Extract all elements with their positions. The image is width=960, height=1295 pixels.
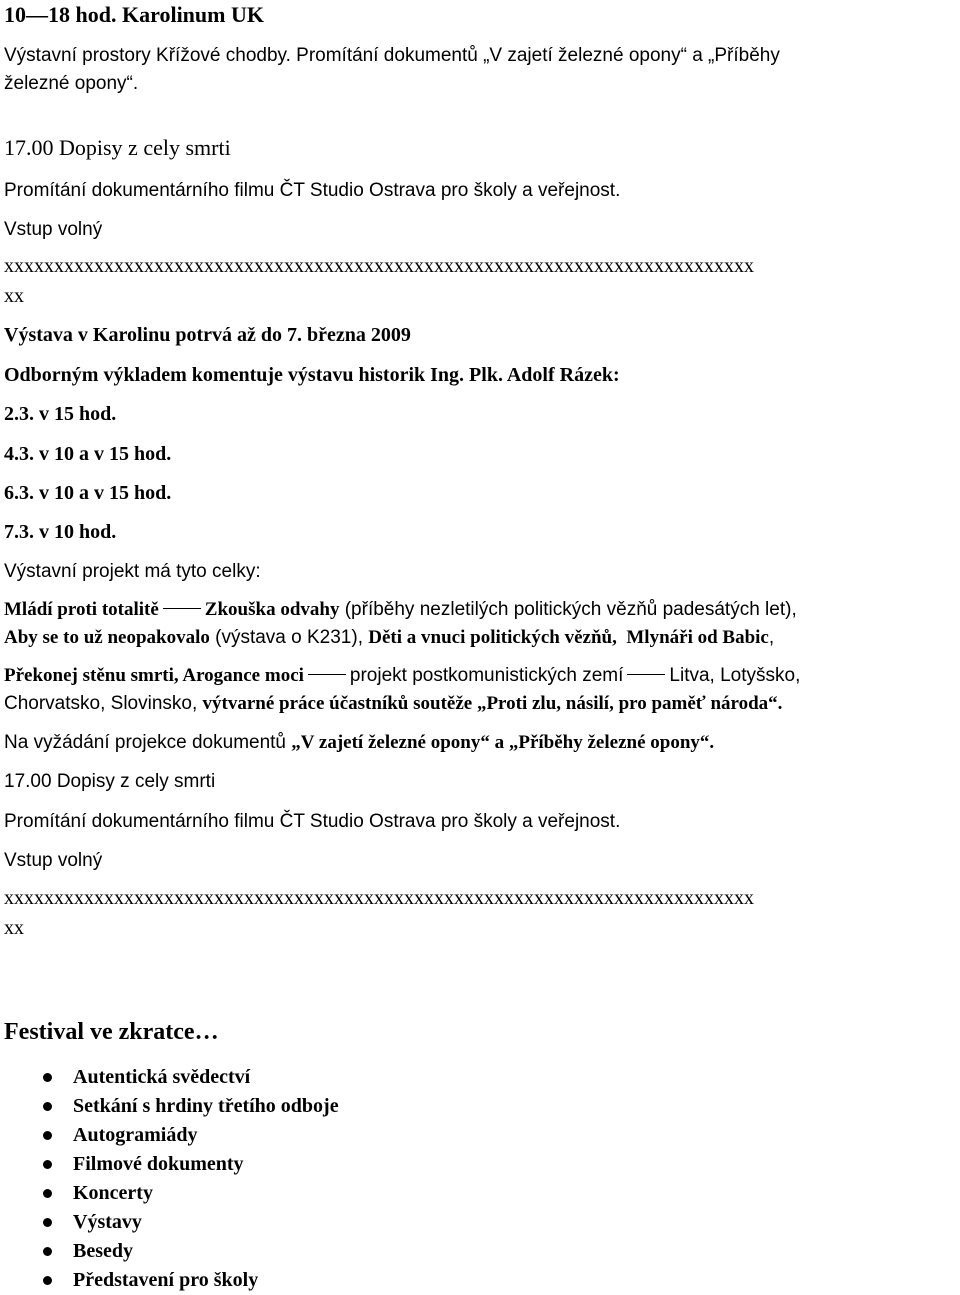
list-item — [0, 1121, 339, 1150]
screening2-title: 17.00 Dopisy z cely smrti — [4, 771, 216, 792]
list-item — [0, 1266, 339, 1295]
list-item — [0, 1179, 339, 1208]
part-deti: Děti a vnuci politických vězňů, — [368, 627, 617, 648]
exhibition-guide: Odborným výkladem komentuje výstavu historik Ing. Plk. Adolf Rázek: — [4, 364, 620, 386]
list-item-label: Besedy — [73, 1240, 133, 1262]
part-soutez: výtvarné práce účastníků soutěže „Proti zlu, násilí, pro paměť národa“. — [202, 693, 783, 714]
parts-line-4 — [4, 694, 782, 713]
parts-line-1 — [4, 600, 797, 619]
bullet-icon — [43, 1131, 52, 1140]
screening1-desc: Promítání dokumentárního filmu ČT Studio Ostrava pro školy a veřejnost. — [4, 180, 621, 201]
separator-tail-2: xx — [4, 917, 24, 939]
list-item — [0, 1237, 339, 1266]
screening2-desc: Promítání dokumentárního filmu ČT Studio Ostrava pro školy a veřejnost. — [4, 811, 621, 832]
part-mlynari: Mlynáři od Babic — [626, 627, 769, 648]
intro-line-1: Výstavní prostory Křížové chodby. Promítání dokumentů „V zajetí železné opony“ a „Příběhy — [4, 45, 780, 66]
part-zkouska: Zkouška odvahy — [204, 599, 340, 620]
list-item-label: Výstavy — [73, 1211, 142, 1233]
separator-line-1: xxxxxxxxxxxxxxxxxxxxxxxxxxxxxxxxxxxxxxxxxxxxxxxxxxxxxxxxxxxxxxxxxxxxxxxxxxx — [4, 255, 754, 277]
list-item-label: Setkání s hrdiny třetího odboje — [73, 1095, 339, 1117]
parts-line-2 — [4, 628, 774, 647]
part-postkom: projekt postkomunistických zemí — [349, 665, 624, 686]
list-item-label: Autentická svědectví — [73, 1066, 251, 1088]
part-aby-se-desc: (výstava o K231), — [209, 627, 369, 648]
bullet-icon — [43, 1073, 52, 1082]
bullet-icon — [43, 1102, 52, 1111]
festival-list — [0, 1063, 339, 1295]
bullet-icon — [43, 1247, 52, 1256]
comma: , — [768, 627, 775, 648]
projection-titles: „V zajetí železné opony“ a „Příběhy železné opony“. — [291, 732, 715, 753]
separator-tail-1: xx — [4, 285, 24, 307]
guide-date-2: 4.3. v 10 a v 15 hod. — [4, 443, 172, 465]
parts-line-3 — [4, 666, 800, 685]
part-countries: Litva, Lotyšsko, — [669, 665, 801, 686]
part-prekonej: Překonej stěnu smrti, Arogance moci — [4, 665, 304, 686]
projection-on-request: Na vyžádání projekce dokumentů — [4, 732, 292, 753]
part-countries-2: Chorvatsko, Slovinsko, — [4, 693, 203, 714]
screening2-entry: Vstup volný — [4, 850, 103, 871]
guide-date-3: 6.3. v 10 a v 15 hod. — [4, 482, 172, 504]
bullet-icon — [43, 1218, 52, 1227]
list-item — [0, 1063, 339, 1092]
list-item — [0, 1208, 339, 1237]
part-aby-se: Aby se to už neopakovalo — [4, 627, 210, 648]
list-item-label: Koncerty — [73, 1182, 153, 1204]
screening1-title: 17.00 Dopisy z cely smrti — [4, 135, 231, 160]
part-mladi: Mládí proti totalitě — [4, 599, 159, 620]
part-zkouska-desc: (příběhy nezletilých politických vězňů padesátých let), — [339, 599, 797, 620]
heading-karolinum: 10—18 hod. Karolinum UK — [4, 2, 264, 27]
guide-date-4: 7.3. v 10 hod. — [4, 521, 117, 543]
list-item-label: Představení pro školy — [73, 1269, 259, 1291]
separator-line-2: xxxxxxxxxxxxxxxxxxxxxxxxxxxxxxxxxxxxxxxxxxxxxxxxxxxxxxxxxxxxxxxxxxxxxxxxxxx — [4, 887, 754, 909]
bullet-icon — [43, 1276, 52, 1285]
bullet-icon — [43, 1189, 52, 1198]
list-item — [0, 1150, 339, 1179]
em-dash — [627, 674, 665, 675]
list-item-label: Autogramiády — [73, 1124, 198, 1146]
intro-line-2: železné opony“. — [4, 73, 139, 94]
list-item — [0, 1092, 339, 1121]
festival-heading: Festival ve zkratce… — [4, 1019, 219, 1045]
parts-line-5 — [4, 733, 714, 752]
guide-date-1: 2.3. v 15 hod. — [4, 403, 117, 425]
bullet-icon — [43, 1160, 52, 1169]
screening1-entry: Vstup volný — [4, 219, 103, 240]
em-dash — [308, 674, 346, 675]
em-dash — [163, 608, 201, 609]
list-item-label: Filmové dokumenty — [73, 1153, 244, 1175]
parts-intro: Výstavní projekt má tyto celky: — [4, 561, 261, 582]
exhibition-duration: Výstava v Karolinu potrvá až do 7. března 2009 — [4, 324, 411, 346]
